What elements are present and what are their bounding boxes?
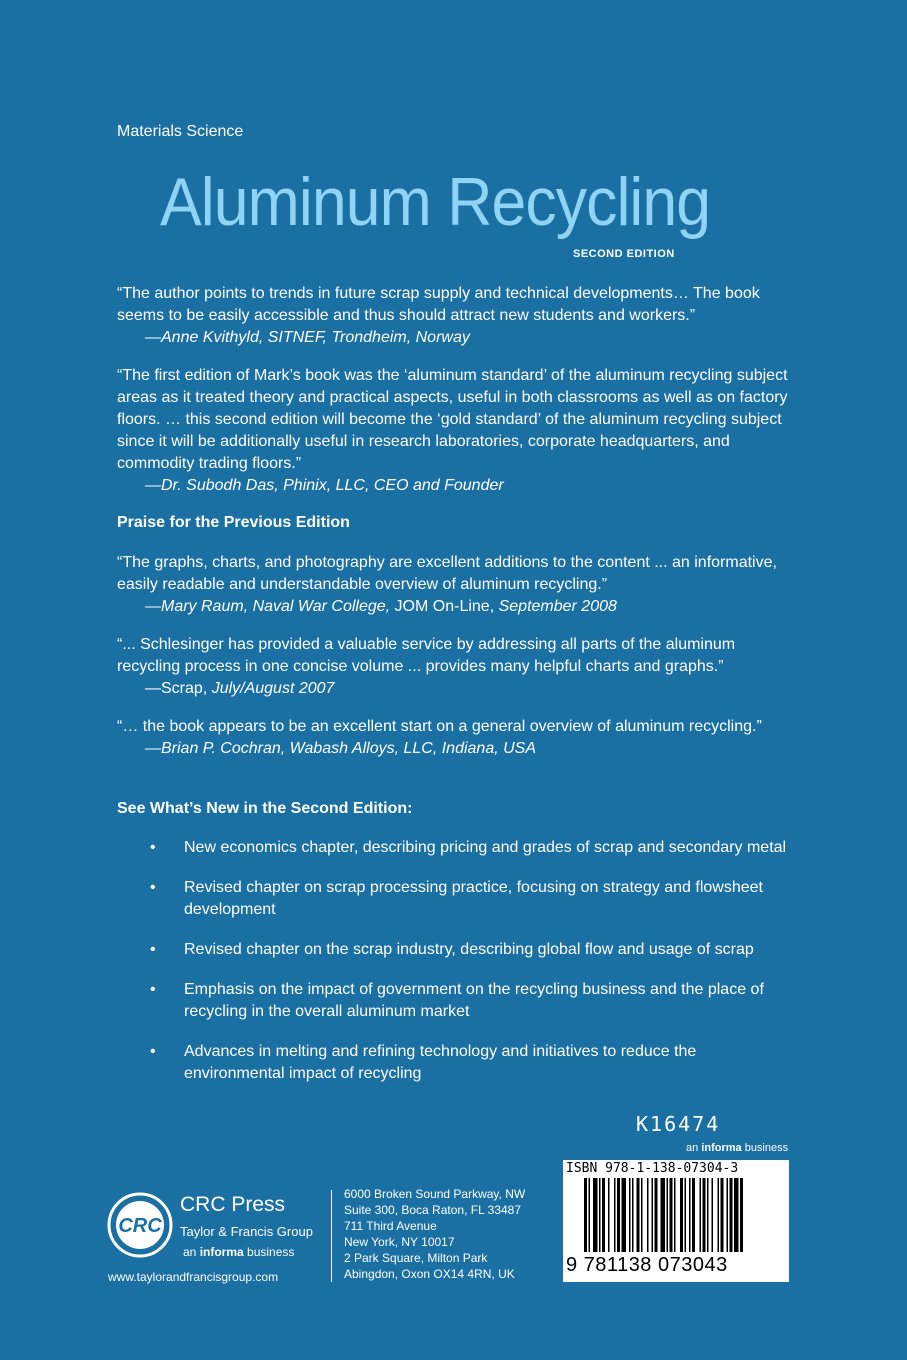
quote-attribution: —Mary Raum, Naval War College, JOM On-Line, September 2008 [145,598,617,615]
list-item: • Advances in melting and refining technology and initiatives to reduce the environmental impact of recycling [150,1043,697,1082]
quote-attribution: —Brian P. Cochran, Wabash Alloys, LLC, Indiana, USA [145,740,537,757]
divider [331,1190,332,1282]
svg-text:CRC: CRC [118,1215,162,1237]
publisher-website: www.taylorandfrancisgroup.com [108,1270,279,1284]
review-quote [117,283,797,349]
publisher-informa: an informa business [183,1245,295,1259]
bullet-icon: • [150,941,156,958]
review-quote [117,634,797,700]
whats-new-heading: See What’s New in the Second Edition: [117,800,413,817]
quote-text: “… the book appears to be an excellent start on a general overview of aluminum recycling.” [117,718,762,735]
praise-heading: Praise for the Previous Edition [117,514,350,531]
bullet-icon: • [150,839,156,856]
crc-logo-icon [105,1190,175,1260]
review-quote [117,716,797,760]
list-item: • Revised chapter on scrap processing practice, focusing on strategy and flowsheet development [150,879,763,918]
bullet-icon: • [150,981,156,998]
barcode-icon [584,1178,784,1254]
isbn-label: ISBN 978-1-138-07304-3 [566,1161,739,1176]
list-item: • Emphasis on the impact of government on the recycling business and the place of recycling in the overall aluminum market [150,981,764,1020]
quote-text: “The first edition of Mark’s book was the ‘aluminum standard’ of the aluminum recycling subject areas as it treated theory and practical aspects, useful in both classrooms as well as on factory floors. … this second edition will become the ‘gold standard’ of the aluminum recycling subject since it will be additionally useful in research laboratories, corporate headquarters, and commodity trading floors.” [117,367,788,472]
quote-text: “The author points to trends in future scrap supply and technical developments… The book seems to be easily accessible and thus should attract new students and workers.” [117,285,760,324]
review-quote [117,552,797,618]
publisher-group: Taylor & Francis Group [180,1224,313,1239]
publisher-name: CRC Press [180,1193,286,1216]
category-label: Materials Science [117,123,244,140]
barcode-number: 9 781138 073043 [566,1254,728,1276]
publisher-addresses: 6000 Broken Sound Parkway, NW Suite 300, Boca Raton, FL 33487 711 Third Avenue New York, NY 10017 2 Park Square, Milton Park Abingdon, Oxon OX14 4RN, UK [344,1187,526,1281]
quote-text: “The graphs, charts, and photography are excellent additions to the content ... an informative, easily readable and understandable overview of aluminum recycling.” [117,554,777,593]
product-code: K16474 [636,1112,721,1136]
bullet-icon: • [150,879,156,896]
quote-attribution: —Scrap, July/August 2007 [145,680,335,697]
whats-new-list [150,837,790,1103]
book-title: Aluminum Recycling [160,164,711,240]
edition-label: SECOND EDITION [573,248,675,260]
list-item: • New economics chapter, describing pricing and grades of scrap and secondary metal [150,837,790,859]
quote-attribution: —Dr. Subodh Das, Phinix, LLC, CEO and Founder [145,477,504,494]
bullet-icon: • [150,1043,156,1060]
quote-attribution: —Anne Kvithyld, SITNEF, Trondheim, Norway [145,329,470,346]
review-quote [117,365,797,497]
list-item: • Revised chapter on the scrap industry, describing global flow and usage of scrap [150,939,790,961]
informa-tagline: an informa business [686,1142,789,1154]
quote-text: “... Schlesinger has provided a valuable service by addressing all parts of the aluminum recycling process in one concise volume ... provides many helpful charts and graphs.” [117,636,736,675]
